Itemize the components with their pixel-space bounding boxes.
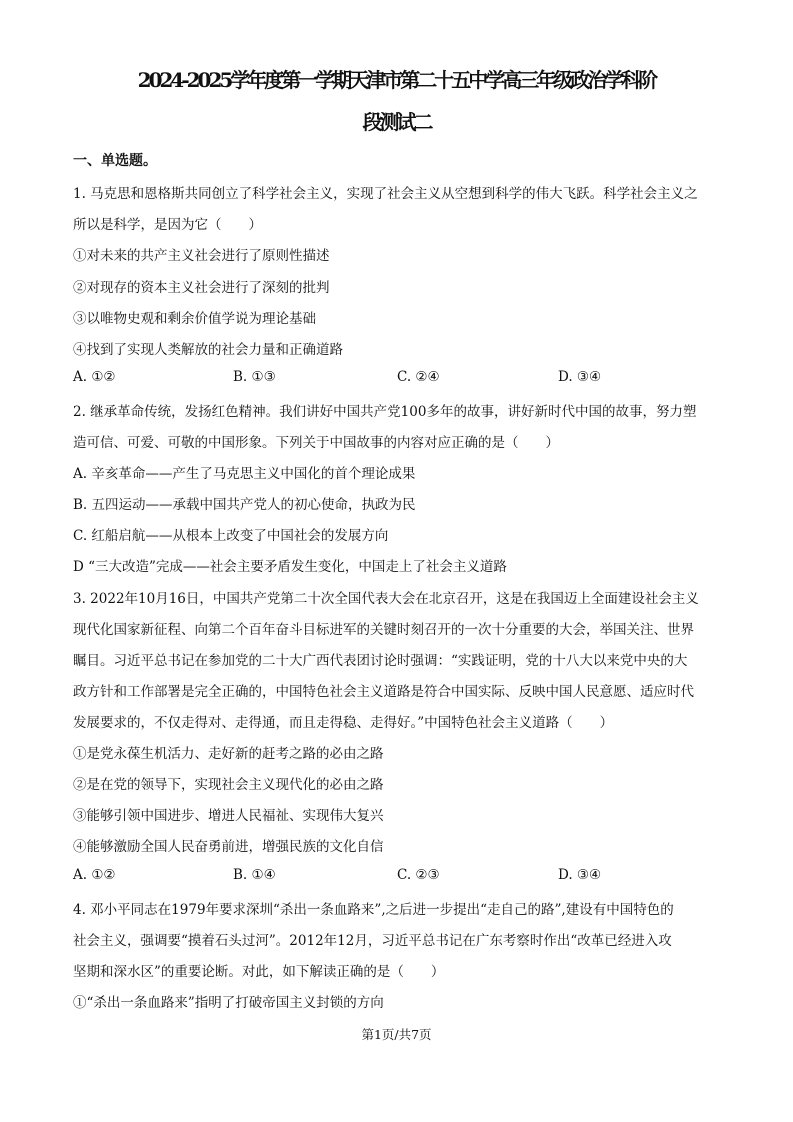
q1-statement-2: ②对现存的资本主义社会进行了深刻的批判 (73, 280, 330, 296)
page-title: 2024-2025学年度第一学期天津市第二十五中学高三年级政治学科阶 (137, 68, 656, 92)
q3-statement-3: ③能够引领中国进步、增进人民福祉、实现伟大复兴 (73, 808, 384, 824)
q1-option-a: A. ①② (73, 369, 116, 385)
q2-option-d: D “三大改造”完成——社会主要矛盾发生变化，中国走上了社会主义道路 (73, 559, 507, 575)
q3-stem-line2: 现代化国家新征程、向第二个百年奋斗目标进军的关键时刻召开的一次十分重要的大会，举国关注、世界 (73, 622, 694, 638)
section-heading: 一、单选题。 (73, 153, 157, 169)
q1-stem-line2: 所以是科学，是因为它（ ） (73, 217, 262, 233)
q3-stem-line1: 3. 2022年10月16日，中国共产党第二十次全国代表大会在北京召开，这是在我国迈上全面建设社会主义 (73, 591, 699, 607)
q3-statement-2: ②是在党的领导下，实现社会主义现代化的必由之路 (73, 777, 384, 793)
q3-statement-1: ①是党永葆生机活力、走好新的赶考之路的必由之路 (73, 746, 384, 762)
q2-stem-line2: 造可信、可爱、可敬的中国形象。下列关于中国故事的内容对应正确的是（ ） (73, 435, 559, 451)
q1-stem-line1: 1. 马克思和恩格斯共同创立了科学社会主义，实现了社会主义从空想到科学的伟大飞跃。科学社会主义之 (73, 186, 698, 202)
q3-stem-line3: 瞩目。习近平总书记在参加党的二十大广西代表团讨论时强调：“实践证明，党的十八大以来党中央的大 (73, 653, 688, 669)
q3-option-c: C. ②③ (397, 867, 440, 883)
q1-statement-1: ①对未来的共产主义社会进行了原则性描述 (73, 248, 330, 264)
q1-statement-3: ③以唯物史观和剩余价值学说为理论基础 (73, 311, 316, 327)
q2-option-a: A. 辛亥革命——产生了马克思主义中国化的首个理论成果 (73, 466, 416, 482)
q1-statement-4: ④找到了实现人类解放的社会力量和正确道路 (73, 342, 343, 358)
q1-option-c: C. ②④ (397, 369, 440, 385)
q4-stem-line2: 社会主义，强调要“摸着石头过河”。2012年12月，习近平总书记在广东考察时作出“改革已经进入攻 (73, 933, 672, 949)
q2-option-c: C. 红船启航——从根本上改变了中国社会的发展方向 (73, 528, 389, 544)
q3-option-a: A. ①② (73, 867, 116, 883)
q1-option-d: D. ③④ (558, 369, 602, 385)
page-number: 第1页/共7页 (361, 1027, 432, 1042)
q2-stem-line1: 2. 继承革命传统，发扬红色精神。我们讲好中国共产党100多年的故事，讲好新时代中国的故事，努力塑 (73, 404, 697, 420)
q1-option-b: B. ①③ (233, 369, 276, 385)
q4-statement-1: ①“杀出一条血路来”指明了打破帝国主义封锁的方向 (73, 995, 384, 1011)
q2-option-b: B. 五四运动——承载中国共产党人的初心使命，执政为民 (73, 497, 416, 513)
q3-stem-line5: 发展要求的，不仅走得对、走得通，而且走得稳、走得好。”中国特色社会主义道路（ ） (73, 715, 614, 731)
q4-stem-line3: 坚期和深水区”的重要论断。对此，如下解读正确的是（ ） (73, 964, 445, 980)
q4-stem-line1: 4. 邓小平同志在1979年要求深圳“杀出一条血路来”,之后进一步提出“走自己的路”,建设有中国特色的 (73, 902, 674, 918)
q3-stem-line4: 政方针和工作部署是完全正确的，中国特色社会主义道路是符合中国实际、反映中国人民意愿、适应时代 (73, 684, 694, 700)
q3-option-d: D. ③④ (558, 867, 602, 883)
page-title-continued: 段测试二 (362, 110, 431, 134)
q3-option-b: B. ①④ (233, 867, 276, 883)
q3-statement-4: ④能够激励全国人民奋勇前进，增强民族的文化自信 (73, 839, 384, 855)
